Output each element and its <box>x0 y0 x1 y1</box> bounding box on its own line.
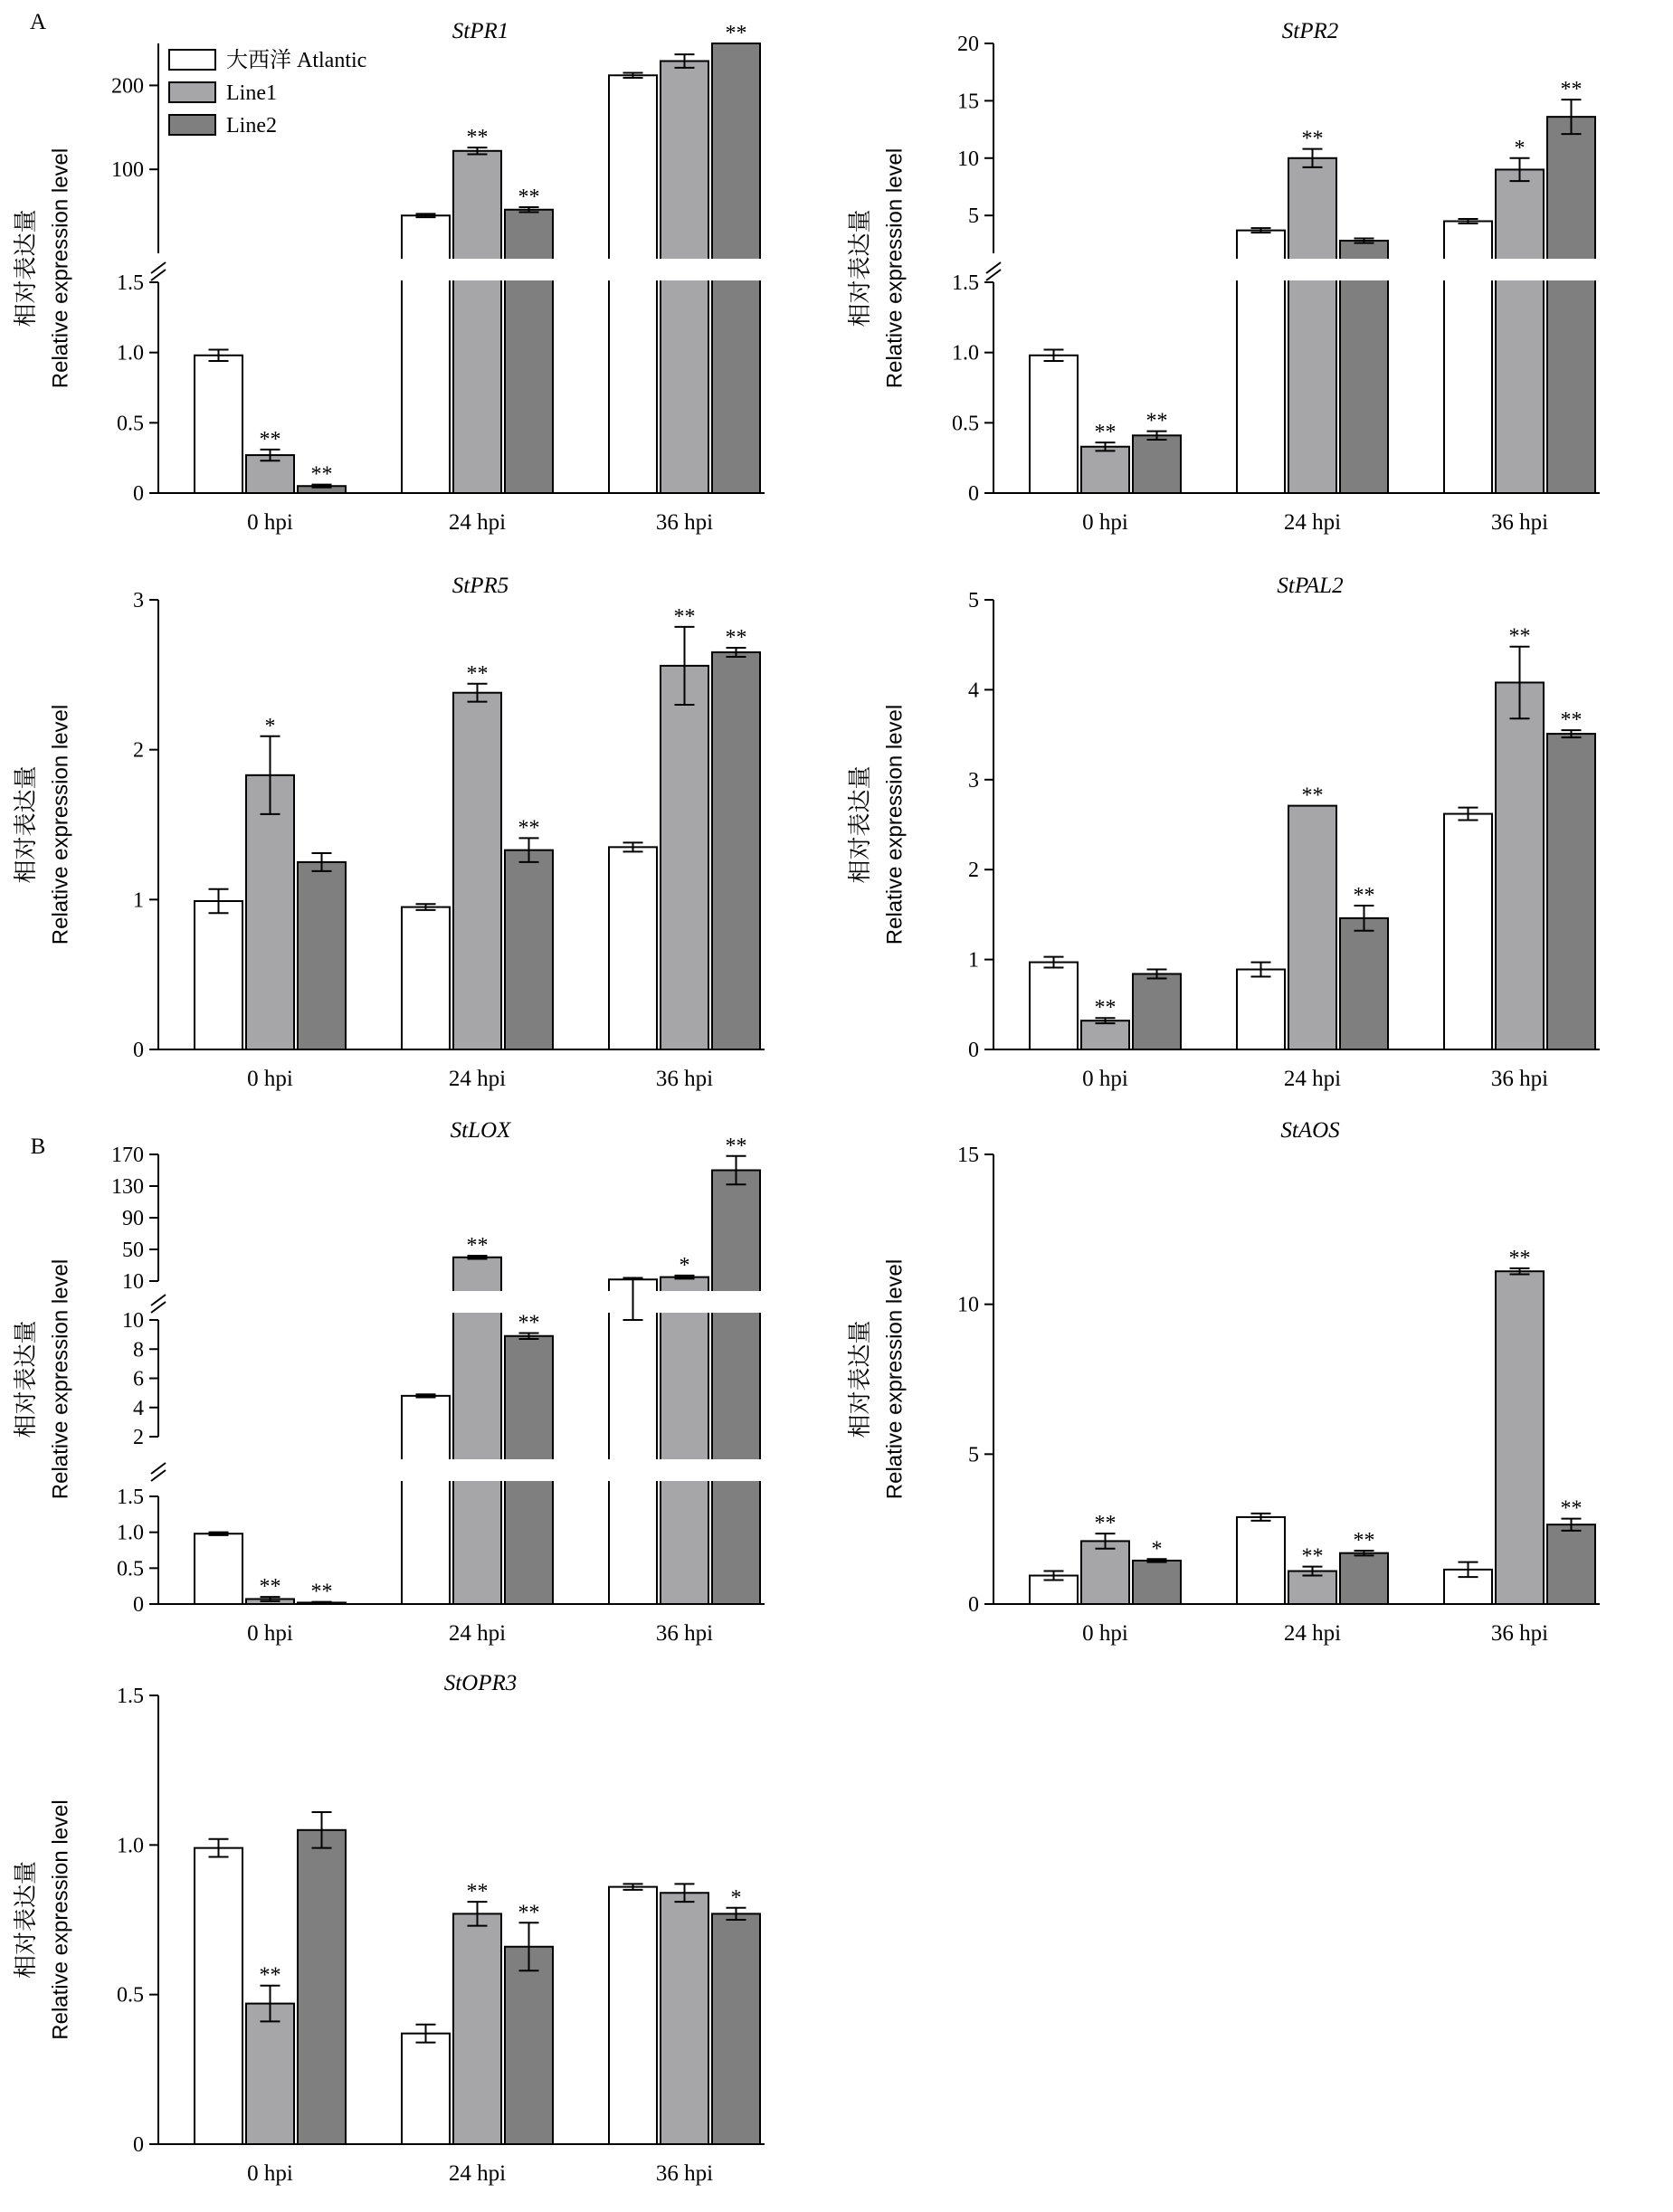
significance-mark: * <box>679 1253 690 1277</box>
significance-mark: ** <box>1508 1246 1531 1270</box>
significance-mark: * <box>1151 1537 1163 1562</box>
bar <box>712 652 760 1049</box>
x-tick-label: 0 hpi <box>1082 510 1128 535</box>
bar-break-gap <box>709 1459 763 1481</box>
bar <box>1340 1553 1388 1604</box>
significance-mark: ** <box>466 1234 489 1258</box>
y-tick-label: 2 <box>133 1426 144 1449</box>
chart-title: StPR5 <box>452 574 509 598</box>
chart-title: StPR1 <box>452 19 509 43</box>
bar <box>1288 806 1336 1049</box>
bar-break-gap <box>658 259 711 280</box>
bar <box>609 847 657 1049</box>
bar <box>1547 1524 1595 1604</box>
chart-title: StPAL2 <box>1277 574 1344 598</box>
chart-title: StLOX <box>450 1118 511 1143</box>
bar <box>712 1913 760 2144</box>
bar <box>1237 970 1285 1049</box>
y-axis-label-cn: 相对表达量 <box>846 209 873 328</box>
significance-mark: ** <box>673 604 696 629</box>
x-tick-label: 36 hpi <box>655 1067 714 1091</box>
x-tick-label: 0 hpi <box>1082 1621 1128 1646</box>
bar <box>1081 1021 1129 1049</box>
y-tick-label: 170 <box>111 1144 144 1167</box>
x-tick-label: 24 hpi <box>1283 1067 1342 1091</box>
y-axis-label-cn: 相对表达量 <box>846 1320 873 1438</box>
significance-mark: ** <box>1560 708 1583 733</box>
y-tick-label: 20 <box>957 33 979 56</box>
y-tick-label: 1.5 <box>117 271 144 295</box>
y-tick-label: 1.5 <box>117 1486 144 1509</box>
y-axis-label: Relative expression level <box>48 147 73 389</box>
bar <box>1288 158 1336 493</box>
y-tick-label: 10 <box>122 1309 144 1333</box>
bar-break-gap <box>451 1291 504 1313</box>
bar <box>246 775 294 1049</box>
bar <box>1133 974 1181 1049</box>
significance-mark: * <box>730 1885 742 1910</box>
y-tick-label: 1.0 <box>952 341 979 366</box>
y-tick-label: 0 <box>133 1593 144 1617</box>
x-tick-label: 24 hpi <box>448 510 507 535</box>
y-tick-label: 1.5 <box>952 271 979 295</box>
bar <box>1444 814 1492 1049</box>
legend-label: 大西洋 Atlantic <box>226 49 367 72</box>
bar <box>453 151 501 493</box>
significance-mark: ** <box>518 185 540 209</box>
x-tick-label: 36 hpi <box>655 1621 714 1646</box>
x-tick-label: 36 hpi <box>1490 1067 1549 1091</box>
y-tick-label: 0 <box>133 2133 144 2157</box>
x-tick-label: 0 hpi <box>247 1621 293 1646</box>
bar <box>195 901 242 1049</box>
bar-break-gap <box>658 1291 711 1313</box>
bar <box>298 862 346 1049</box>
y-tick-label: 15 <box>957 1144 979 1167</box>
significance-mark: ** <box>1560 1496 1583 1521</box>
y-tick-label: 0 <box>968 1593 979 1617</box>
y-tick-label: 10 <box>957 147 979 171</box>
bar <box>195 356 242 493</box>
bar <box>661 1893 708 2144</box>
y-tick-label: 3 <box>133 589 144 612</box>
y-tick-label: 1.0 <box>117 1521 144 1545</box>
y-tick-label: 0 <box>133 482 144 506</box>
bar <box>609 1279 657 1604</box>
bar-break-gap <box>1545 259 1598 280</box>
bar <box>1496 1271 1544 1604</box>
y-axis-label-cn: 相对表达量 <box>12 1320 39 1438</box>
legend-label: Line2 <box>226 114 277 138</box>
bar-break-gap <box>709 1291 763 1313</box>
y-tick-label: 15 <box>957 90 979 114</box>
significance-mark: ** <box>310 1580 333 1604</box>
bar <box>505 850 553 1049</box>
y-tick-label: 1.5 <box>117 1685 144 1708</box>
bar-break-gap <box>1286 259 1339 280</box>
y-axis-label-cn: 相对表达量 <box>846 765 873 884</box>
bar-break-gap <box>502 259 556 280</box>
legend-label: Line1 <box>226 81 277 105</box>
y-tick-label: 0.5 <box>117 412 144 436</box>
y-tick-label: 3 <box>968 768 979 793</box>
bar-break-gap <box>709 259 763 280</box>
legend <box>169 48 366 138</box>
bar <box>1237 1517 1285 1604</box>
bar <box>246 2004 294 2144</box>
bar <box>402 1396 450 1604</box>
y-tick-label: 5 <box>968 204 979 229</box>
significance-mark: ** <box>1301 1544 1324 1569</box>
significance-mark: ** <box>725 22 747 45</box>
y-tick-label: 1 <box>968 948 979 973</box>
bar-break-gap <box>606 259 660 280</box>
x-tick-label: 24 hpi <box>448 2161 507 2186</box>
significance-mark: ** <box>1094 421 1117 445</box>
y-tick-label: 8 <box>133 1338 144 1362</box>
y-tick-label: 90 <box>122 1207 144 1230</box>
y-axis-label-cn: 相对表达量 <box>12 209 39 328</box>
bar <box>1030 963 1078 1049</box>
y-tick-label: 0 <box>968 482 979 506</box>
significance-mark: ** <box>259 1963 281 1988</box>
legend-swatch <box>169 115 215 135</box>
bar <box>609 75 657 493</box>
bar-break-gap <box>399 1459 452 1481</box>
bar-break-gap <box>1493 259 1546 280</box>
significance-mark: ** <box>259 427 281 451</box>
bar <box>661 1277 708 1604</box>
significance-mark: ** <box>518 1901 540 1925</box>
bar-break-gap <box>1337 259 1391 280</box>
chart-StPR1 <box>12 10 765 535</box>
chart-StPAL2 <box>846 574 1600 1091</box>
y-tick-label: 4 <box>133 1396 144 1420</box>
x-tick-label: 24 hpi <box>448 1621 507 1646</box>
y-tick-label: 0.5 <box>117 1983 144 2008</box>
y-tick-label: 100 <box>111 158 144 183</box>
bar <box>661 666 708 1049</box>
bar <box>298 1830 346 2144</box>
y-axis-label: Relative expression level <box>48 704 73 945</box>
legend-swatch <box>169 50 215 70</box>
y-tick-label: 0 <box>968 1039 979 1062</box>
bar-break-gap <box>451 259 504 280</box>
significance-mark: ** <box>1094 996 1117 1021</box>
significance-mark: ** <box>1353 1529 1375 1553</box>
x-tick-label: 24 hpi <box>1283 1621 1342 1646</box>
y-tick-label: 50 <box>122 1239 144 1262</box>
bar-break-gap <box>1234 259 1288 280</box>
bar <box>1081 447 1129 493</box>
x-tick-label: 0 hpi <box>1082 1067 1128 1091</box>
x-tick-label: 0 hpi <box>247 1067 293 1091</box>
y-tick-label: 200 <box>111 74 144 99</box>
significance-mark: * <box>264 714 276 738</box>
y-tick-label: 1 <box>133 888 144 913</box>
panel-letter: A <box>29 10 47 34</box>
significance-mark: ** <box>518 1311 540 1335</box>
x-tick-label: 36 hpi <box>1490 1621 1549 1646</box>
y-tick-label: 5 <box>968 589 979 612</box>
y-axis-label: Relative expression level <box>882 704 908 945</box>
significance-mark: ** <box>725 626 747 650</box>
y-tick-label: 0.5 <box>952 412 979 436</box>
bar <box>195 1848 242 2144</box>
significance-mark: ** <box>1094 1512 1117 1536</box>
bar <box>1547 734 1595 1049</box>
y-tick-label: 1.0 <box>117 341 144 366</box>
significance-mark: ** <box>1145 409 1168 433</box>
bar-break-gap <box>451 1459 504 1481</box>
significance-mark: ** <box>1560 78 1583 102</box>
chart-title: StOPR3 <box>443 1671 518 1695</box>
bar <box>1030 356 1078 493</box>
bar <box>1081 1541 1129 1604</box>
x-tick-label: 0 hpi <box>247 2161 293 2186</box>
y-tick-label: 2 <box>968 859 979 883</box>
significance-mark: ** <box>1353 883 1375 907</box>
significance-mark: ** <box>259 1575 281 1600</box>
y-axis-label-cn: 相对表达量 <box>12 1860 39 1979</box>
significance-mark: ** <box>1301 783 1324 808</box>
bar <box>402 2034 450 2144</box>
chart-title: StAOS <box>1280 1118 1340 1143</box>
x-tick-label: 0 hpi <box>247 510 293 535</box>
significance-mark: ** <box>1301 127 1324 151</box>
y-tick-label: 130 <box>111 1175 144 1199</box>
panel-letter: B <box>30 1134 46 1159</box>
bar <box>1496 169 1544 493</box>
x-tick-label: 24 hpi <box>1283 510 1342 535</box>
y-tick-label: 0 <box>133 1039 144 1062</box>
y-axis-label: Relative expression level <box>882 147 908 389</box>
bar <box>402 215 450 493</box>
bar <box>505 210 553 493</box>
y-tick-label: 4 <box>968 679 979 703</box>
significance-mark: ** <box>725 1134 747 1158</box>
y-tick-label: 5 <box>968 1443 979 1467</box>
chart-StAOS <box>846 1118 1600 1646</box>
y-tick-label: 10 <box>122 1270 144 1294</box>
bar <box>195 1533 242 1604</box>
y-tick-label: 6 <box>133 1367 144 1391</box>
legend-swatch <box>169 82 215 102</box>
bar <box>453 1913 501 2144</box>
y-axis-label: Relative expression level <box>882 1258 908 1500</box>
y-tick-label: 0.5 <box>117 1557 144 1581</box>
bar <box>402 907 450 1049</box>
chart-StPR2 <box>846 19 1600 535</box>
significance-mark: ** <box>466 126 489 150</box>
bar-break-gap <box>399 259 452 280</box>
y-axis-label: Relative expression level <box>48 1258 73 1500</box>
bar <box>609 1887 657 2144</box>
significance-mark: ** <box>310 462 333 487</box>
bar <box>1133 1561 1181 1604</box>
y-tick-label: 2 <box>133 738 144 763</box>
significance-mark: ** <box>518 816 540 840</box>
bar-break-gap <box>658 1459 711 1481</box>
chart-StPR5 <box>12 574 765 1091</box>
significance-mark: ** <box>1508 624 1531 649</box>
bar <box>1340 918 1388 1049</box>
bar <box>1496 682 1544 1049</box>
x-tick-label: 36 hpi <box>655 510 714 535</box>
x-tick-label: 36 hpi <box>655 2161 714 2186</box>
x-tick-label: 24 hpi <box>448 1067 507 1091</box>
bar <box>1133 435 1181 493</box>
significance-mark: * <box>1514 136 1526 160</box>
chart-title: StPR2 <box>1281 19 1339 43</box>
chart-StLOX <box>12 1118 765 1646</box>
bar-break-gap <box>502 1459 556 1481</box>
significance-mark: ** <box>466 661 489 686</box>
y-axis-label-cn: 相对表达量 <box>12 765 39 884</box>
significance-mark: ** <box>466 1880 489 1904</box>
bar-break-gap <box>1441 259 1495 280</box>
y-axis-label: Relative expression level <box>48 1799 73 2040</box>
bar <box>712 1171 760 1605</box>
chart-StOPR3 <box>12 1671 765 2186</box>
x-tick-label: 36 hpi <box>1490 510 1549 535</box>
bar <box>505 1947 553 2144</box>
bar-break-gap <box>606 1459 660 1481</box>
y-tick-label: 1.0 <box>117 1834 144 1858</box>
y-tick-label: 10 <box>957 1293 979 1317</box>
bar <box>1547 117 1595 493</box>
bar <box>453 693 501 1049</box>
